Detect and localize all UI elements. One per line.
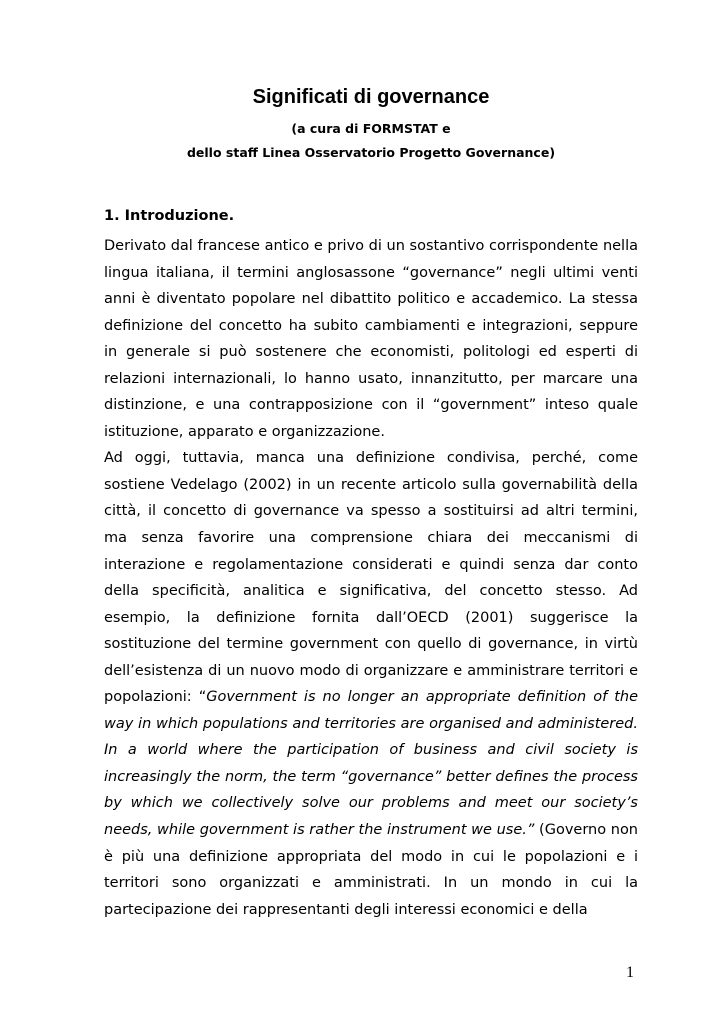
paragraph-2-quote: Government is no longer an appropriate definition of the way in which populations and territories are organised and administered. In a world where the participation of business and civil society is increasingly the norm, the term “governance” better defines the process by which we collectively solve our problems and meet our society’s needs, while government is rather the instrument we use.” (104, 689, 638, 839)
body-text (104, 233, 638, 923)
subtitle-line-2: dello staff Linea Osservatorio Progetto Governance) (186, 145, 556, 160)
paragraph-2 (104, 445, 638, 923)
paragraph-2-end: (Governo non è più una definizione appropriata del modo in cui le popolazioni e i territori sono organizzati e amministrati. In un mondo in cui la partecipazione dei rappresentanti degli interessi economici e della (104, 822, 639, 918)
paragraph-2-start: Ad oggi, tuttavia, manca una definizione condivisa, perché, come sostiene Vedelago (2002) in un recente articolo sulla governabilità della città, il concetto di governance va spesso a sostituirsi ad altri termini, ma senza favorire una comprensione chiara dei meccanismi di interazione e regolamentazione considerati e quindi senza dar conto della specificità, analitica e significativa, del concetto stesso. Ad esempio, la definizione fornita dall’OECD (2001) suggerisce la sostituzione del termine government con quello di governance, in virtù dell’esistenza di un nuovo modo di organizzare e amministrare territori e popolazioni: “ (104, 450, 638, 706)
document-title: Significati di governance (252, 86, 490, 108)
page-number: 1 (626, 964, 634, 981)
paragraph-1: Derivato dal francese antico e privo di un sostantivo corrispondente nella lingua italiana, il termini anglosassone “governance” negli ultimi venti anni è diventato popolare nel dibattito politico e accademico. La stessa definizione del concetto ha subito cambiamenti e integrazioni, seppure in generale si può sostenere che economisti, politologi ed esperti di relazioni internazionali, lo hanno usato, innanzitutto, per marcare una distinzione, e una contrapposizione con il “government” inteso quale istituzione, apparato e organizzazione. (104, 238, 638, 440)
subtitle-line-1: (a cura di FORMSTAT e (291, 121, 451, 136)
section-heading: 1. Introduzione. (104, 208, 235, 224)
